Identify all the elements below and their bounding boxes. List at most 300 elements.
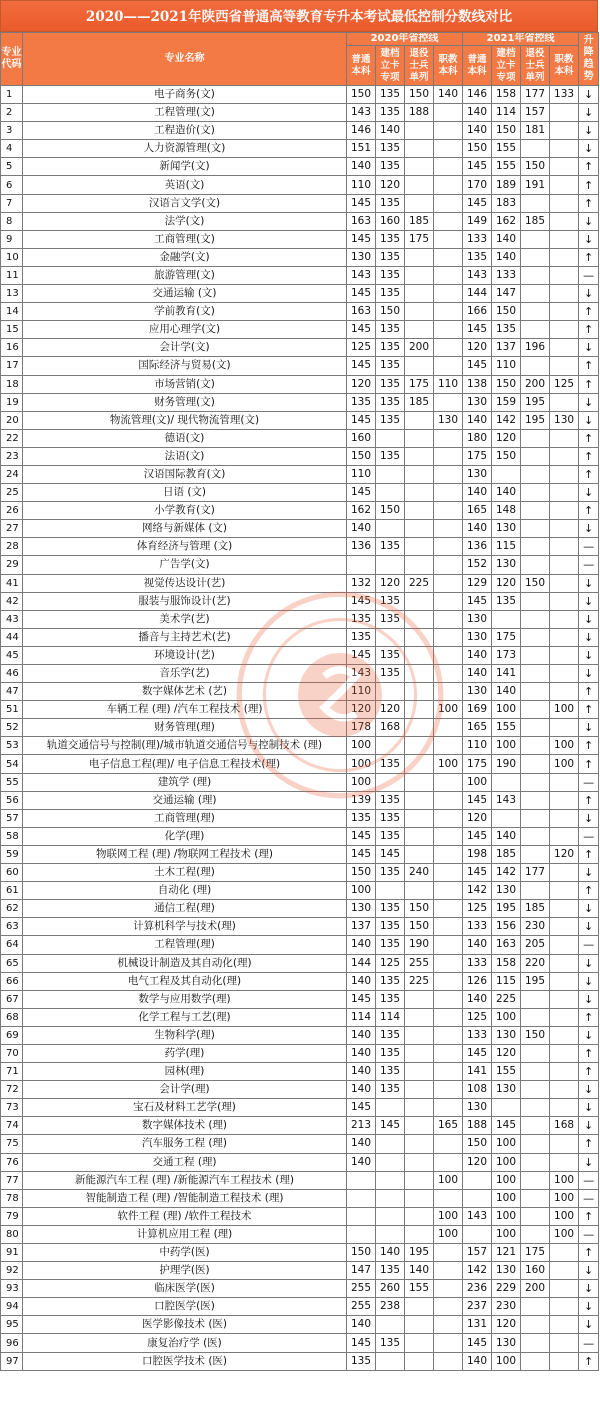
table-row [1, 1244, 599, 1262]
cell-code: 7 [1, 194, 23, 212]
cell-code: 67 [1, 990, 23, 1008]
cell-2021-regular: 141 [463, 1063, 492, 1081]
cell-2020-regular: 114 [347, 1008, 376, 1026]
cell-trend: ↓ [579, 285, 599, 303]
cell-trend: ↑ [579, 683, 599, 701]
cell-2021-veteran [521, 194, 550, 212]
cell-2021-vocational: 100 [550, 1171, 579, 1189]
cell-2021-vocational [550, 719, 579, 737]
cell-2020-poverty [376, 1207, 405, 1225]
cell-2021-veteran [521, 990, 550, 1008]
cell-2021-poverty: 140 [492, 484, 521, 502]
header-2020: 2020年省控线 [347, 33, 463, 46]
cell-name: 新闻学(文) [23, 158, 347, 176]
cell-2021-poverty [492, 773, 521, 791]
cell-2021-regular: 145 [463, 864, 492, 882]
cell-2021-regular: 198 [463, 845, 492, 863]
cell-2021-poverty: 140 [492, 230, 521, 248]
cell-2020-vocational: 140 [434, 86, 463, 104]
cell-2021-vocational: 130 [550, 411, 579, 429]
cell-2021-vocational [550, 520, 579, 538]
cell-2021-veteran [521, 592, 550, 610]
cell-2021-regular: 145 [463, 827, 492, 845]
cell-name: 建筑学 (理) [23, 773, 347, 791]
cell-name: 日语 (文) [23, 484, 347, 502]
cell-2021-vocational: 120 [550, 845, 579, 863]
cell-2021-regular: 157 [463, 1244, 492, 1262]
cell-2021-veteran [521, 1189, 550, 1207]
cell-2021-poverty: 137 [492, 339, 521, 357]
cell-2021-vocational: 100 [550, 1207, 579, 1225]
table-row [1, 502, 599, 520]
cell-2020-veteran [405, 520, 434, 538]
cell-2020-veteran: 255 [405, 954, 434, 972]
cell-2020-vocational [434, 194, 463, 212]
cell-2021-veteran [521, 230, 550, 248]
cell-2020-poverty: 135 [376, 1026, 405, 1044]
cell-2020-poverty: 135 [376, 610, 405, 628]
cell-2021-regular: 140 [463, 936, 492, 954]
cell-2020-poverty: 114 [376, 1008, 405, 1026]
cell-2020-veteran [405, 791, 434, 809]
cell-2021-vocational [550, 936, 579, 954]
cell-name: 临床医学(医) [23, 1280, 347, 1298]
cell-2021-regular: 145 [463, 194, 492, 212]
cell-2020-poverty [376, 520, 405, 538]
cell-2021-vocational [550, 465, 579, 483]
cell-code: 64 [1, 936, 23, 954]
cell-2021-regular: 126 [463, 972, 492, 990]
cell-trend: ↓ [579, 864, 599, 882]
cell-2021-regular: 100 [463, 773, 492, 791]
header-name: 专业名称 [23, 33, 347, 86]
table-row [1, 339, 599, 357]
cell-2021-regular: 125 [463, 900, 492, 918]
cell-2021-regular: 145 [463, 791, 492, 809]
table-row [1, 1063, 599, 1081]
table-row [1, 1044, 599, 1062]
cell-2020-regular: 140 [347, 936, 376, 954]
table-row [1, 972, 599, 990]
cell-2020-regular: 100 [347, 882, 376, 900]
cell-code: 92 [1, 1262, 23, 1280]
cell-2020-regular: 150 [347, 86, 376, 104]
table-row [1, 719, 599, 737]
cell-trend: ↑ [579, 321, 599, 339]
cell-trend: ↑ [579, 357, 599, 375]
cell-trend: ↑ [579, 447, 599, 465]
cell-2020-poverty: 140 [376, 122, 405, 140]
table-row [1, 665, 599, 683]
cell-2021-veteran [521, 1099, 550, 1117]
cell-2020-veteran [405, 665, 434, 683]
cell-2021-poverty: 100 [492, 701, 521, 719]
score-table [0, 32, 599, 1371]
cell-2020-vocational [434, 1044, 463, 1062]
cell-2020-poverty: 135 [376, 339, 405, 357]
cell-2021-regular: 145 [463, 1044, 492, 1062]
cell-2020-regular: 135 [347, 809, 376, 827]
cell-code: 76 [1, 1153, 23, 1171]
cell-2021-poverty: 195 [492, 900, 521, 918]
table-row [1, 1262, 599, 1280]
cell-2021-veteran [521, 1081, 550, 1099]
cell-2021-veteran [521, 357, 550, 375]
cell-2020-regular: 145 [347, 646, 376, 664]
cell-2021-poverty: 100 [492, 1135, 521, 1153]
cell-name: 电气工程及其自动化(理) [23, 972, 347, 990]
table-row [1, 484, 599, 502]
cell-2021-veteran: 195 [521, 972, 550, 990]
cell-2021-regular: 140 [463, 990, 492, 1008]
cell-trend: ↓ [579, 592, 599, 610]
cell-name: 应用心理学(文) [23, 321, 347, 339]
table-row [1, 574, 599, 592]
cell-2021-vocational: 100 [550, 1189, 579, 1207]
cell-2020-regular: 110 [347, 176, 376, 194]
cell-2021-regular: 129 [463, 574, 492, 592]
cell-2021-poverty: 175 [492, 628, 521, 646]
cell-2020-veteran [405, 701, 434, 719]
cell-2020-veteran [405, 357, 434, 375]
cell-trend: — [579, 1334, 599, 1352]
cell-2020-poverty: 125 [376, 954, 405, 972]
cell-trend: ↑ [579, 1063, 599, 1081]
cell-2021-regular: 142 [463, 1262, 492, 1280]
cell-name: 计算机科学与技术(理) [23, 918, 347, 936]
cell-2020-regular [347, 1225, 376, 1243]
cell-2021-vocational [550, 339, 579, 357]
cell-2021-veteran: 200 [521, 1280, 550, 1298]
cell-2020-veteran [405, 1225, 434, 1243]
cell-2020-regular: 100 [347, 737, 376, 755]
cell-2020-veteran: 240 [405, 864, 434, 882]
cell-trend: ↓ [579, 1081, 599, 1099]
header-2021-veteran: 退役士兵单列 [521, 46, 550, 86]
cell-2021-veteran [521, 1008, 550, 1026]
table-row [1, 447, 599, 465]
cell-2021-regular [463, 1225, 492, 1243]
cell-2021-regular [463, 1189, 492, 1207]
cell-2021-vocational [550, 882, 579, 900]
cell-2021-poverty: 229 [492, 1280, 521, 1298]
cell-trend: ↓ [579, 1117, 599, 1135]
cell-2020-poverty [376, 1316, 405, 1334]
cell-2021-veteran [521, 556, 550, 574]
cell-name: 智能制造工程 (理) /智能制造工程技术 (理) [23, 1189, 347, 1207]
cell-trend: — [579, 936, 599, 954]
cell-2021-vocational [550, 212, 579, 230]
cell-2021-poverty: 120 [492, 429, 521, 447]
cell-code: 20 [1, 411, 23, 429]
cell-2020-veteran [405, 248, 434, 266]
cell-2020-veteran [405, 773, 434, 791]
cell-2021-regular: 135 [463, 248, 492, 266]
cell-code: 8 [1, 212, 23, 230]
cell-2021-vocational [550, 303, 579, 321]
cell-2021-poverty: 121 [492, 1244, 521, 1262]
cell-2020-poverty: 135 [376, 104, 405, 122]
cell-2020-vocational [434, 176, 463, 194]
cell-name: 工商管理(理) [23, 809, 347, 827]
cell-trend: ↓ [579, 954, 599, 972]
cell-code: 66 [1, 972, 23, 990]
cell-2020-vocational [434, 447, 463, 465]
cell-2020-vocational [434, 1063, 463, 1081]
cell-trend: — [579, 1225, 599, 1243]
cell-name: 物流管理(文)/ 现代物流管理(文) [23, 411, 347, 429]
cell-2020-vocational [434, 266, 463, 284]
cell-trend: ↓ [579, 1153, 599, 1171]
cell-name: 通信工程(理) [23, 900, 347, 918]
cell-2020-veteran [405, 1171, 434, 1189]
table-row [1, 176, 599, 194]
cell-2020-regular: 110 [347, 683, 376, 701]
cell-name: 法学(文) [23, 212, 347, 230]
cell-2021-poverty: 159 [492, 393, 521, 411]
cell-2021-veteran [521, 447, 550, 465]
cell-trend: ↓ [579, 900, 599, 918]
cell-2021-vocational [550, 248, 579, 266]
cell-name: 数字媒体艺术 (艺) [23, 683, 347, 701]
cell-2020-regular: 140 [347, 1063, 376, 1081]
cell-2021-regular: 175 [463, 447, 492, 465]
cell-2020-poverty: 150 [376, 303, 405, 321]
cell-2021-vocational [550, 1352, 579, 1370]
cell-2020-poverty [376, 773, 405, 791]
cell-2021-regular: 145 [463, 158, 492, 176]
cell-2021-veteran [521, 140, 550, 158]
cell-2021-poverty: 183 [492, 194, 521, 212]
cell-2020-vocational [434, 864, 463, 882]
cell-2021-vocational [550, 592, 579, 610]
cell-2021-regular: 145 [463, 1334, 492, 1352]
cell-2020-vocational [434, 339, 463, 357]
cell-2021-regular: 143 [463, 266, 492, 284]
cell-2021-vocational [550, 610, 579, 628]
cell-trend: ↓ [579, 520, 599, 538]
cell-2020-vocational [434, 990, 463, 1008]
cell-code: 54 [1, 755, 23, 773]
cell-2020-poverty: 135 [376, 1044, 405, 1062]
cell-2021-veteran: 181 [521, 122, 550, 140]
table-row [1, 1207, 599, 1225]
cell-2021-veteran [521, 248, 550, 266]
cell-2021-vocational [550, 176, 579, 194]
cell-trend: ↓ [579, 1298, 599, 1316]
cell-2020-poverty: 135 [376, 357, 405, 375]
cell-name: 英语(文) [23, 176, 347, 194]
cell-trend: ↑ [579, 465, 599, 483]
cell-2021-poverty: 100 [492, 1189, 521, 1207]
cell-2020-regular: 145 [347, 357, 376, 375]
cell-2020-veteran [405, 1117, 434, 1135]
cell-code: 41 [1, 574, 23, 592]
cell-code: 71 [1, 1063, 23, 1081]
cell-2021-vocational [550, 1026, 579, 1044]
header-trend: 升降趋势 [579, 33, 599, 86]
cell-2020-poverty: 135 [376, 972, 405, 990]
cell-2021-veteran [521, 285, 550, 303]
cell-2021-vocational: 133 [550, 86, 579, 104]
table-row [1, 520, 599, 538]
cell-2021-veteran [521, 1316, 550, 1334]
cell-2021-veteran: 177 [521, 864, 550, 882]
cell-code: 78 [1, 1189, 23, 1207]
cell-2021-regular: 145 [463, 321, 492, 339]
cell-name: 轨道交通信号与控制(理)/城市轨道交通信号与控制技术 (理) [23, 737, 347, 755]
cell-name: 土木工程(理) [23, 864, 347, 882]
table-row [1, 1008, 599, 1026]
cell-name: 生物科学(理) [23, 1026, 347, 1044]
cell-2021-regular: 165 [463, 719, 492, 737]
cell-2021-vocational [550, 285, 579, 303]
cell-trend: ↑ [579, 737, 599, 755]
cell-2021-vocational [550, 990, 579, 1008]
cell-2021-poverty: 190 [492, 755, 521, 773]
cell-code: 4 [1, 140, 23, 158]
cell-2020-regular: 146 [347, 122, 376, 140]
cell-name: 美术学(艺) [23, 610, 347, 628]
cell-2021-poverty: 115 [492, 538, 521, 556]
cell-2020-veteran [405, 122, 434, 140]
table-row [1, 1099, 599, 1117]
cell-2021-poverty: 155 [492, 158, 521, 176]
cell-2020-vocational [434, 556, 463, 574]
cell-trend: ↓ [579, 809, 599, 827]
cell-2020-veteran [405, 484, 434, 502]
cell-2020-poverty: 135 [376, 755, 405, 773]
cell-2020-regular: 143 [347, 266, 376, 284]
cell-2020-poverty: 145 [376, 1117, 405, 1135]
cell-2020-vocational [434, 683, 463, 701]
cell-2021-poverty: 148 [492, 502, 521, 520]
cell-2021-regular: 108 [463, 1081, 492, 1099]
cell-2021-poverty: 185 [492, 845, 521, 863]
cell-2021-regular: 130 [463, 683, 492, 701]
cell-2021-vocational [550, 1153, 579, 1171]
cell-2021-vocational [550, 538, 579, 556]
cell-2020-vocational [434, 791, 463, 809]
table-row [1, 628, 599, 646]
cell-2020-veteran [405, 1081, 434, 1099]
cell-2021-veteran: 150 [521, 574, 550, 592]
cell-2021-poverty: 130 [492, 1026, 521, 1044]
cell-2021-veteran: 200 [521, 375, 550, 393]
cell-name: 汽车服务工程 (理) [23, 1135, 347, 1153]
cell-2020-regular: 132 [347, 574, 376, 592]
cell-2020-poverty [376, 556, 405, 574]
cell-name: 服装与服饰设计(艺) [23, 592, 347, 610]
cell-2021-poverty: 135 [492, 592, 521, 610]
header-2020-vocational: 职教本科 [434, 46, 463, 86]
cell-trend: ↓ [579, 140, 599, 158]
table-row [1, 773, 599, 791]
cell-name: 电子信息工程(理)/ 电子信息工程技术(理) [23, 755, 347, 773]
cell-2020-regular: 150 [347, 447, 376, 465]
cell-name: 市场营销(文) [23, 375, 347, 393]
cell-name: 国际经济与贸易(文) [23, 357, 347, 375]
cell-trend: ↓ [579, 1316, 599, 1334]
cell-2020-poverty: 135 [376, 990, 405, 1008]
cell-name: 广告学(文) [23, 556, 347, 574]
cell-2021-regular: 133 [463, 230, 492, 248]
table-row [1, 592, 599, 610]
cell-name: 交通运输 (理) [23, 791, 347, 809]
cell-code: 16 [1, 339, 23, 357]
cell-2020-vocational [434, 1026, 463, 1044]
cell-2020-regular: 150 [347, 1244, 376, 1262]
table-row [1, 285, 599, 303]
cell-trend: ↑ [579, 791, 599, 809]
cell-2021-veteran: 185 [521, 212, 550, 230]
cell-2021-vocational [550, 1244, 579, 1262]
cell-2020-regular: 136 [347, 538, 376, 556]
cell-code: 94 [1, 1298, 23, 1316]
cell-2020-veteran [405, 194, 434, 212]
cell-2020-vocational [434, 954, 463, 972]
cell-2020-vocational [434, 773, 463, 791]
cell-2021-veteran: 150 [521, 1026, 550, 1044]
cell-2020-poverty: 135 [376, 321, 405, 339]
cell-2020-vocational [434, 1081, 463, 1099]
cell-name: 计算机应用工程 (理) [23, 1225, 347, 1243]
cell-2021-poverty: 100 [492, 1171, 521, 1189]
cell-2021-vocational [550, 393, 579, 411]
table-row [1, 556, 599, 574]
table-row [1, 1280, 599, 1298]
cell-2020-regular: 145 [347, 230, 376, 248]
cell-2021-regular: 133 [463, 1026, 492, 1044]
cell-2020-veteran [405, 140, 434, 158]
cell-2021-vocational [550, 1063, 579, 1081]
cell-trend: ↓ [579, 646, 599, 664]
cell-2021-veteran: 195 [521, 411, 550, 429]
cell-2021-regular: 188 [463, 1117, 492, 1135]
cell-2020-vocational [434, 502, 463, 520]
cell-2020-poverty: 135 [376, 411, 405, 429]
table-row [1, 248, 599, 266]
cell-2021-regular: 175 [463, 755, 492, 773]
cell-2020-poverty: 135 [376, 791, 405, 809]
cell-2021-vocational [550, 447, 579, 465]
cell-name: 物联网工程 (理) /物联网工程技术 (理) [23, 845, 347, 863]
cell-2020-veteran [405, 158, 434, 176]
cell-code: 6 [1, 176, 23, 194]
cell-2021-vocational [550, 791, 579, 809]
cell-name: 车辆工程 (理) /汽车工程技术 (理) [23, 701, 347, 719]
cell-2020-veteran [405, 845, 434, 863]
cell-trend: ↑ [579, 1207, 599, 1225]
cell-code: 59 [1, 845, 23, 863]
cell-2021-veteran [521, 266, 550, 284]
cell-2020-vocational [434, 809, 463, 827]
cell-name: 电子商务(文) [23, 86, 347, 104]
cell-2021-poverty [492, 809, 521, 827]
cell-2020-veteran [405, 266, 434, 284]
cell-2020-poverty: 135 [376, 447, 405, 465]
cell-2020-vocational [434, 1135, 463, 1153]
table-row [1, 683, 599, 701]
cell-name: 化学(理) [23, 827, 347, 845]
cell-2020-vocational [434, 140, 463, 158]
cell-2020-veteran [405, 827, 434, 845]
cell-trend: ↓ [579, 1262, 599, 1280]
cell-trend: ↓ [579, 1099, 599, 1117]
cell-name: 汉语言文学(文) [23, 194, 347, 212]
cell-code: 24 [1, 465, 23, 483]
cell-2020-veteran: 225 [405, 972, 434, 990]
